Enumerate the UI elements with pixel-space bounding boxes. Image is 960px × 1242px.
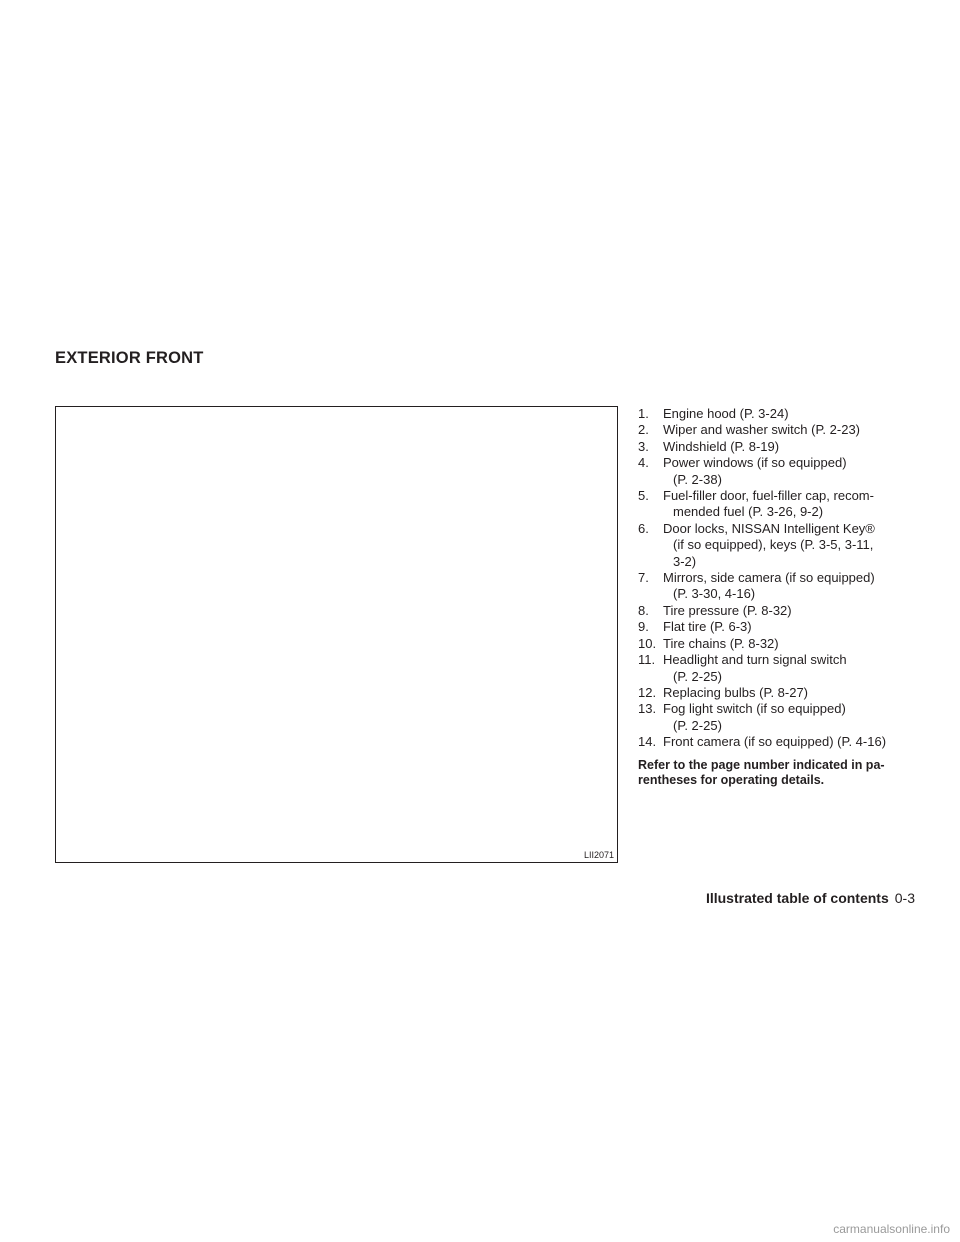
list-item-text xyxy=(663,636,928,652)
list-item-line: Replacing bulbs (P. 8-27) xyxy=(663,684,809,700)
footer-section-title: Illustrated table of contents xyxy=(705,890,889,906)
list-item-line: Front camera (if so equipped) (P. 4-16) xyxy=(663,734,887,750)
list-item xyxy=(638,685,928,701)
list-item-number: 14. xyxy=(638,734,657,750)
list-item xyxy=(638,455,928,488)
list-item-line: 3-2) xyxy=(673,553,697,569)
list-item xyxy=(638,636,928,652)
list-item-text xyxy=(663,406,928,422)
list-item xyxy=(638,619,928,635)
list-item-text xyxy=(663,422,928,438)
list-item-text xyxy=(663,603,928,619)
list-item-text xyxy=(663,521,928,570)
list-item-text xyxy=(663,455,928,488)
list-item-line: Power windows (if so equipped) xyxy=(663,455,847,471)
page-number: 0-3 xyxy=(894,890,915,906)
parts-list xyxy=(638,406,928,751)
list-item-line: Tire pressure (P. 8-32) xyxy=(663,602,792,618)
list-item-number: 6. xyxy=(638,520,649,536)
list-item-text xyxy=(663,488,928,521)
list-item-number: 2. xyxy=(638,422,649,438)
list-item-number: 1. xyxy=(638,406,649,421)
list-item-line: Fog light switch (if so equipped) xyxy=(663,701,846,717)
list-item-line: (P. 2-25) xyxy=(673,668,722,684)
list-item-number: 9. xyxy=(638,619,649,635)
list-item xyxy=(638,734,928,750)
list-item xyxy=(638,570,928,603)
list-item xyxy=(638,652,928,685)
list-item-text xyxy=(663,685,928,701)
list-item-line: mended fuel (P. 3-26, 9-2) xyxy=(673,504,824,520)
list-item-number: 11. xyxy=(638,652,656,668)
list-item-number: 12. xyxy=(638,684,657,700)
list-item-number: 3. xyxy=(638,438,649,454)
list-item-line: Headlight and turn signal switch xyxy=(663,652,847,668)
list-item-number: 7. xyxy=(638,570,649,586)
list-item-line: Wiper and washer switch (P. 2-23) xyxy=(663,422,861,438)
illustration-frame xyxy=(55,406,618,863)
list-item-line: Windshield (P. 8-19) xyxy=(663,438,780,454)
watermark: carmanualsonline.info xyxy=(833,1222,950,1236)
list-item xyxy=(638,603,928,619)
list-item-line: Door locks, NISSAN Intelligent Key® xyxy=(663,520,875,536)
list-item-line: (P. 2-38) xyxy=(673,471,722,487)
list-item-line: (P. 2-25) xyxy=(673,717,722,733)
list-item-line: (if so equipped), keys (P. 3-5, 3-11, xyxy=(673,537,874,553)
list-item-text xyxy=(663,619,928,635)
list-item-number: 4. xyxy=(638,455,649,471)
figure-id: LII2071 xyxy=(583,850,614,860)
list-item-text xyxy=(663,652,928,685)
list-item-line: Engine hood (P. 3-24) xyxy=(663,406,789,421)
list-item-text xyxy=(663,701,928,734)
page-title: EXTERIOR FRONT xyxy=(55,349,204,367)
list-item-text xyxy=(663,439,928,455)
list-item-line: Flat tire (P. 6-3) xyxy=(663,619,752,635)
list-item-number: 8. xyxy=(638,602,649,618)
list-item-text xyxy=(663,570,928,603)
reference-note: Refer to the page number indicated in pa-rentheses for operating details. xyxy=(638,758,885,787)
list-item-line: Fuel-filler door, fuel-filler cap, recom- xyxy=(663,488,874,504)
list-item xyxy=(638,488,928,521)
list-item xyxy=(638,406,928,422)
list-item-number: 10. xyxy=(638,635,657,651)
list-item xyxy=(638,521,928,570)
list-item-line: Tire chains (P. 8-32) xyxy=(663,635,779,651)
page-footer xyxy=(706,890,915,906)
list-item xyxy=(638,701,928,734)
list-item-line: (P. 3-30, 4-16) xyxy=(673,586,756,602)
list-item xyxy=(638,439,928,455)
list-item-text xyxy=(663,734,928,750)
list-item-line: Mirrors, side camera (if so equipped) xyxy=(663,570,875,586)
list-item xyxy=(638,422,928,438)
list-item-number: 5. xyxy=(638,488,649,504)
list-item-number: 13. xyxy=(638,701,657,717)
